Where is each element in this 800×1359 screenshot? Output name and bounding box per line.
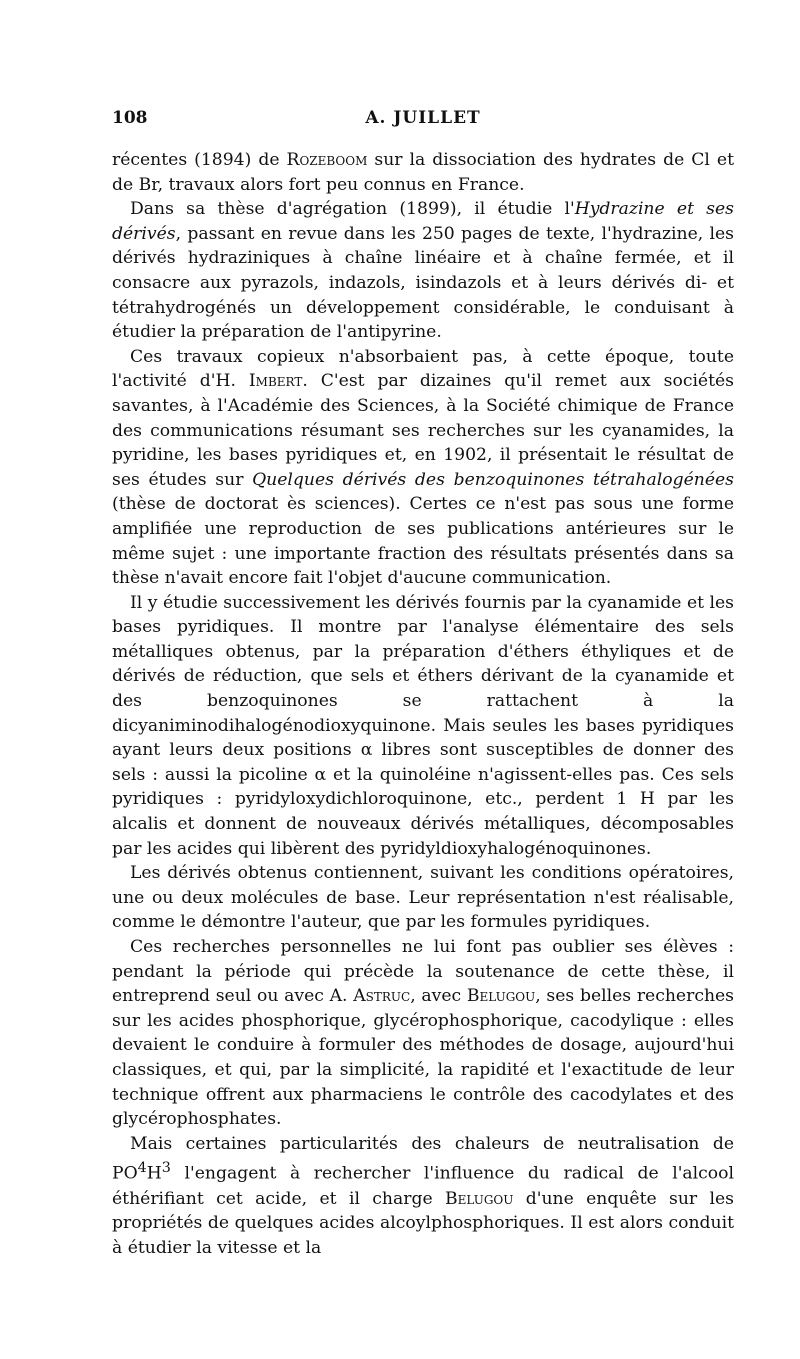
thesis-title: Quelques dérivés des benzoquinones tétrahalogénées	[252, 469, 734, 490]
paragraph-5: Les dérivés obtenus contiennent, suivant les conditions opératoires, une ou deux molécules de base. Leur représentation n'est réalisable, comme le démontre l'auteur, que par les formules pyridiques.	[112, 863, 734, 933]
formula-superscript: 4	[137, 1160, 147, 1177]
paragraph-3: Ces travaux copieux n'absorbaient pas, à cette époque, toute l'activité d'H. Imbert. C'est par dizaines qu'il remet aux sociétés savantes, à l'Académie des Sciences, à la Société chimique de France des communications résumant ses recherches sur les cyanamides, la pyridine, les bases pyridiques et, en 1902, il présentait le résultat de ses études sur Quelques dérivés des benzoquinones tétrahalogénées (thèse de doctorat ès sciences). Certes ce n'est pas sous une forme amplifiée une reproduction de ses publications antérieures sur le même sujet : une importante fraction des résultats présentés dans sa thèse n'avait encore fait l'objet d'aucune communication.	[112, 346, 735, 589]
thesis-title: Hydrazine et ses dérivés	[112, 199, 734, 244]
paragraph-4: Il y étudie successivement les dérivés fournis par la cyanamide et les bases pyridiques. Il montre par l'analyse élémentaire des sels métalliques obtenus, par la préparation d'éthers éthyliques et de dérivés de réduction, que sels et éthers dérivant de la cyanamide et des benzoquinones se rattachent à la dicyaniminodihalogénodioxyquinone. Mais seules les bases pyridiques ayant leurs deux positions α libres sont susceptibles de donner des sels : aussi la picoline α et la quinoléine n'agissent-elles pas. Ces sels pyridiques : pyridyloxydichloroquinone, etc., perdent 1 H par les alcalis et donnent de nouveaux dérivés métalliques, décomposables par les acides qui libèrent des pyridyldioxyhalogénoquinones.	[112, 592, 734, 859]
paragraph-2: Dans sa thèse d'agrégation (1899), il étudie l'Hydrazine et ses dérivés, passant en revue dans les 250 pages de texte, l'hydrazine, les dérivés hydraziniques à chaîne linéaire et à chaîne fermée, et il consacre aux pyrazols, indazols, isindazols et à leurs dérivés di- et tétrahydrogénés un développement considérable, le conduisant à étudier la préparation de l'antipyrine.	[112, 199, 734, 343]
body-text	[112, 148, 734, 1260]
header-author: A. JUILLET	[365, 108, 481, 128]
paragraph-6: Ces recherches personnelles ne lui font pas oublier ses élèves : pendant la période qui précède la soutenance de cette thèse, il entreprend seul ou avec A. Astruc, avec Belugou, ses belles recherches sur les acides phosphorique, glycérophosphorique, cacodylique : elles devaient le conduire à formuler des méthodes de dosage, aujourd'hui classiques, et qui, par la simplicité, la rapidité et l'exactitude de leur technique offrent aux pharmaciens le contrôle des cacodylates et des glycérophosphates.	[112, 937, 735, 1130]
person-name: Belugou	[445, 1188, 514, 1209]
formula-superscript: 3	[161, 1160, 171, 1177]
person-name: Imbert	[248, 371, 303, 392]
paragraph-1: récentes (1894) de Rozeboom sur la dissociation des hydrates de Cl et de Br, travaux alors fort peu connus en France.	[112, 150, 734, 195]
page-number: 108	[112, 108, 148, 128]
person-name: Astruc	[353, 986, 411, 1007]
person-name: Belugou	[466, 986, 536, 1007]
person-name: Rozeboom	[286, 150, 368, 170]
paragraph-7: Mais certaines particularités des chaleurs de neutralisation de $PO^4H^3$ l'engagent à rechercher l'influence du radical de l'alcool éthérifiant cet acide, et il charge Belugou d'une enquête sur les propriétés de quelques acides alcoylphosphoriques. Il est alors conduit à étudier la vitesse et la	[112, 1133, 734, 1258]
running-head	[112, 108, 734, 132]
